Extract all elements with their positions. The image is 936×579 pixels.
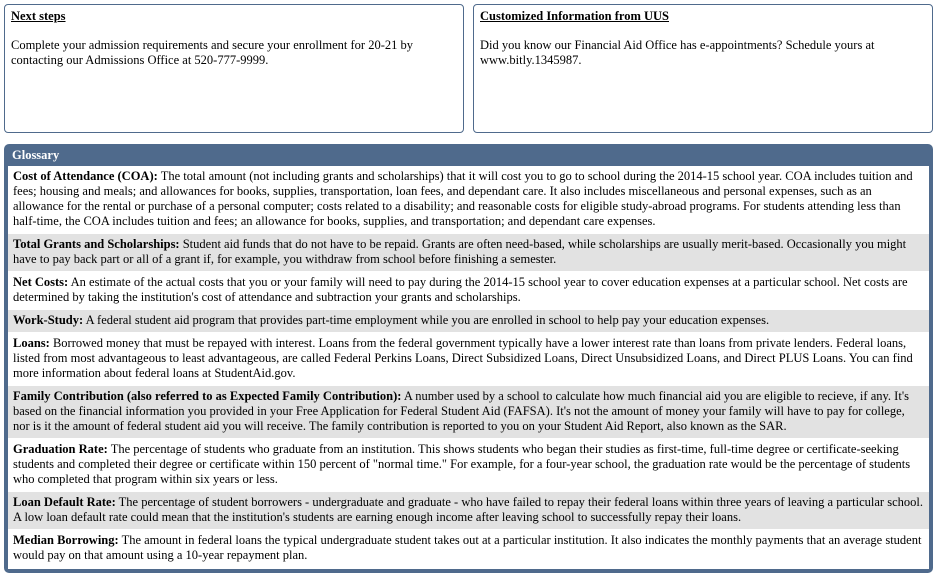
glossary-term: Loan Default Rate: — [13, 495, 116, 509]
glossary-definition: Student aid funds that do not have to be repaid. Grants are often need-based, while scholarships are usually merit-based. Occasionally you might have to pay back part or all of a grant if, for example, you withdraw from school before finishing a semester. — [13, 237, 907, 266]
glossary-item-total-grants — [8, 234, 929, 272]
glossary-item-cost-of-attendance — [8, 166, 929, 234]
glossary-item-graduation-rate — [8, 439, 929, 492]
next-steps-title: Next steps — [11, 9, 66, 23]
glossary-item-loan-default-rate — [8, 492, 929, 530]
glossary-definition: The percentage of student borrowers - undergraduate and graduate - who have failed to repay their federal loans within three years of leaving a particular school. A low loan default rate could mean that the institution's students are earning enough income after leaving school to successfully repay their loans. — [13, 495, 923, 524]
glossary-term: Total Grants and Scholarships: — [13, 237, 180, 251]
glossary-definition: A federal student aid program that provides part-time employment while you are enrolled in school to help pay your education expenses. — [85, 313, 770, 327]
next-steps-panel — [4, 4, 464, 133]
customized-info-title: Customized Information from UUS — [480, 9, 669, 23]
glossary-definition: An estimate of the actual costs that you or your family will need to pay during the 2014-15 school year to cover education expenses at a particular school. Net costs are determined by taking the institution's cost of attendance and subtraction your grants and scholarships. — [13, 275, 908, 304]
glossary-definition: The total amount (not including grants and scholarships) that it will cost you to go to school during the 2014-15 school year. COA includes tuition and fees; housing and meals; and allowances for books, supplies, transportation, loan fees, and dependant care. It also includes miscellaneous and personal expenses, such as an allowance for the rental or purchase of a personal computer; costs related to a disability; and reasonable costs for eligible study-abroad programs. For students attending less than half-time, the COA includes tuition and fees; an allowance for books, supplies, and transportation; and dependant care expenses. — [13, 169, 913, 228]
glossary-term: Cost of Attendance (COA): — [13, 169, 158, 183]
glossary-definition: Borrowed money that must be repayed with interest. Loans from the federal government typically have a lower interest rate than loans from private lenders. Federal loans, listed from most advantageous to least advantageous, are called Federal Perkins Loans, Direct Subsidized Loans, Direct Unsubsidized Loans, and Direct PLUS Loans. You can find more information about federal loans at StudentAid.gov. — [13, 336, 913, 380]
glossary-term: Graduation Rate: — [13, 442, 108, 456]
glossary-item-median-borrowing — [8, 530, 929, 568]
glossary-title: Glossary — [12, 148, 60, 162]
glossary-item-work-study — [8, 310, 929, 333]
customized-info-panel — [473, 4, 933, 133]
glossary-item-loans — [8, 333, 929, 386]
glossary-term: Loans: — [13, 336, 50, 350]
glossary-term: Work-Study: — [13, 313, 84, 327]
glossary-definition: A number used by a school to calculate how much financial aid you are eligible to recieve, if any. It's based on the financial information you provided in your Free Application for Federal Student Aid (FAFSA). It's not the amount of money your family will have to pay for college, nor is it the amount of federal student aid you will receive. The family contribution is reported to you on your Student Aid Report, also known as the SAR. — [13, 389, 909, 433]
glossary-definition: The amount in federal loans the typical undergraduate student takes out at a particular institution. It also indicates the monthly payments that an average student would pay on that amount using a 10-year repayment plan. — [13, 533, 922, 562]
glossary-term: Net Costs: — [13, 275, 69, 289]
glossary-term: Family Contribution (also referred to as Expected Family Contribution): — [13, 389, 402, 403]
glossary-definition: The percentage of students who graduate from an institution. This shows students who began their studies as first-time, full-time degree or certificate-seeking students and completed their degree or certificate within 150 percent of "normal time." For example, for a four-year school, the graduation rate would be the percentage of students who completed that program within six years or less. — [13, 442, 911, 486]
glossary-item-family-contribution — [8, 386, 929, 439]
customized-info-body: Did you know our Financial Aid Office has e-appointments? Schedule yours at www.bitly.1345987. — [480, 38, 875, 67]
glossary-term: Median Borrowing: — [13, 533, 119, 547]
glossary-list — [8, 166, 929, 569]
glossary-item-net-costs — [8, 272, 929, 310]
next-steps-body: Complete your admission requirements and secure your enrollment for 20-21 by contacting our Admissions Office at 520-777-9999. — [11, 38, 413, 67]
glossary-panel — [4, 144, 933, 573]
